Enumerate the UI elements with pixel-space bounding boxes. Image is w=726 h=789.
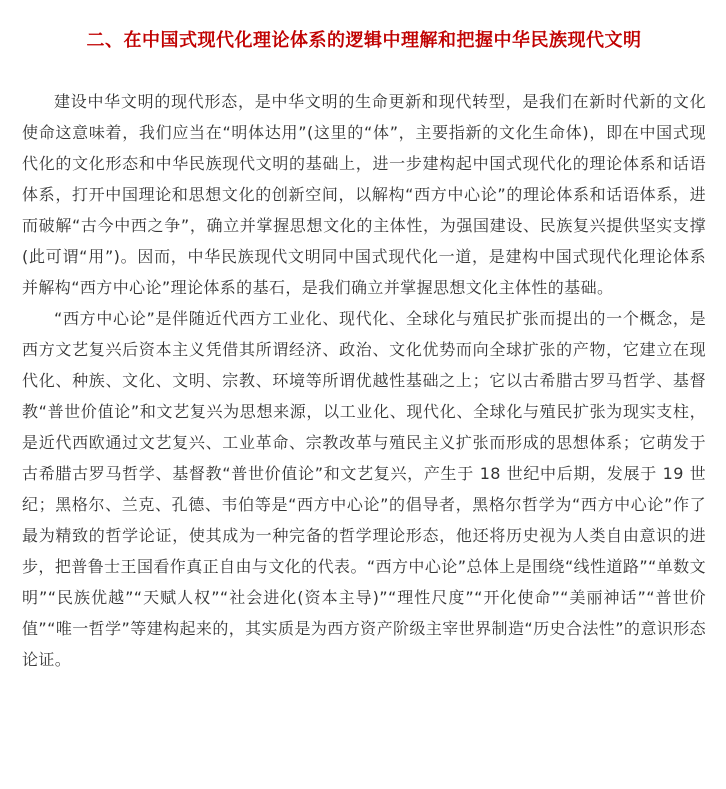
paragraph-2: “西方中心论”是伴随近代西方工业化、现代化、全球化与殖民扩张而提出的一个概念，是西方文艺复兴后资本主义凭借其所谓经济、政治、文化优势而向全球扩张的产物，它建立在现代化、种族、文化、文明、宗教、环境等所谓优越性基础之上；它以古希腊古罗马哲学、基督教“普世价值论”和文艺复兴为思想来源，以工业化、现代化、全球化与殖民扩张为现实支柱，是近代西欧通过文艺复兴、工业革命、宗教改革与殖民主义扩张而形成的思想体系；它萌发于古希腊古罗马哲学、基督教“普世价值论”和文艺复兴，产生于 18 世纪中后期，发展于 19 世纪；黑格尔、兰克、孔德、韦伯等是“西方中心论”的倡导者，黑格尔哲学为“西方中心论”作了最为精致的哲学论证，使其成为一种完备的哲学理论形态，他还将历史视为人类自由意识的进步，把普鲁士王国看作真正自由与文化的代表。“西方中心论”总体上是围绕“线性道路”“单数文明”“民族优越”“天赋人权”“社会进化(资本主导)”“理性尺度”“开化使命”“美丽神话”“普世价值”“唯一哲学”等建构起来的，其实质是为西方资产阶级主宰世界制造“历史合法性”的意识形态论证。: [22, 309, 706, 669]
paragraph-1: 建设中华文明的现代形态，是中华文明的生命更新和现代转型，是我们在新时代新的文化使命这意味着，我们应当在“明体达用”(这里的“体”，主要指新的文化生命体)，即在中国式现代化的文化形态和中华民族现代文明的基础上，进一步建构起中国式现代化的理论体系和话语体系，打开中国理论和思想文化的创新空间，以解构“西方中心论”的理论体系和话语体系，进而破解“古今中西之争”，确立并掌握思想文化的主体性，为强国建设、民族复兴提供坚实支撑(此可谓“用”)。因而，中华民族现代文明同中国式现代化一道，是建构中国式现代化理论体系并解构“西方中心论”理论体系的基石，是我们确立并掌握思想文化主体性的基础。: [22, 92, 706, 297]
section-heading: 二、在中国式现代化理论体系的逻辑中理解和把握中华民族现代文明: [86, 30, 642, 51]
heading-spacer: [22, 48, 706, 86]
